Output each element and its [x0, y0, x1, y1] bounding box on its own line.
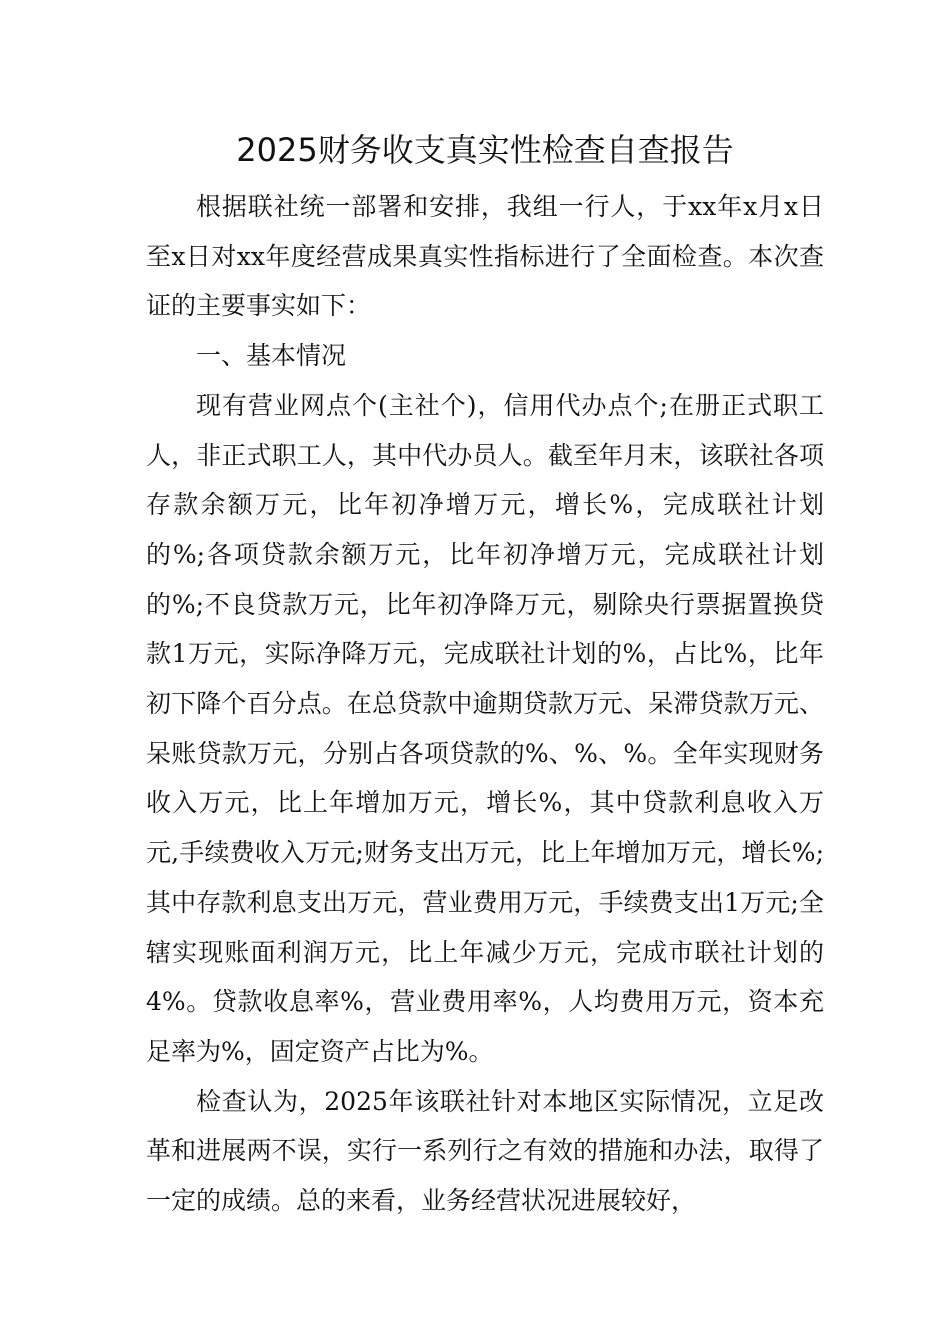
basic-situation-paragraph: 现有营业网点个(主社个)，信用代办点个;在册正式职工人，非正式职工人，其中代办员人。截至年月末，该联社各项存款余额万元，比年初净增万元，增长%，完成联社计划的%;各项贷款余额万元，比年初净增万元，完成联社计划的%;不良贷款万元，比年初净降万元，剔除央行票据置换贷款1万元，实际净降万元，完成联社计划的%，占比%，比年初下降个百分点。在总贷款中逾期贷款万元、呆滞贷款万元、呆账贷款万元，分别占各项贷款的%、%、%。全年实现财务收入万元，比上年增加万元，增长%，其中贷款利息收入万元,手续费收入万元;财务支出万元，比上年增加万元，增长%;其中存款利息支出万元，营业费用万元，手续费支出1万元;全辖实现账面利润万元，比上年减少万元，完成市联社计划的4%。贷款收息率%，营业费用率%，人均费用万元，资本充足率为%，固定资产占比为%。: [146, 390, 824, 1066]
document-title: 2025财务收支真实性检查自查报告: [236, 131, 734, 169]
intro-paragraph: 根据联社统一部署和安排，我组一行人，于xx年x月x日至x日对xx年度经营成果真实性指标进行了全面检查。本次查证的主要事实如下：: [146, 192, 824, 321]
section-heading-basic-situation: 一、基本情况: [196, 341, 347, 371]
inspection-conclusion-paragraph: 检查认为，2025年该联社针对本地区实际情况，立足改革和进展两不误，实行一系列行之有效的措施和办法，取得了一定的成绩。总的来看，业务经营状况进展较好，: [146, 1086, 824, 1216]
